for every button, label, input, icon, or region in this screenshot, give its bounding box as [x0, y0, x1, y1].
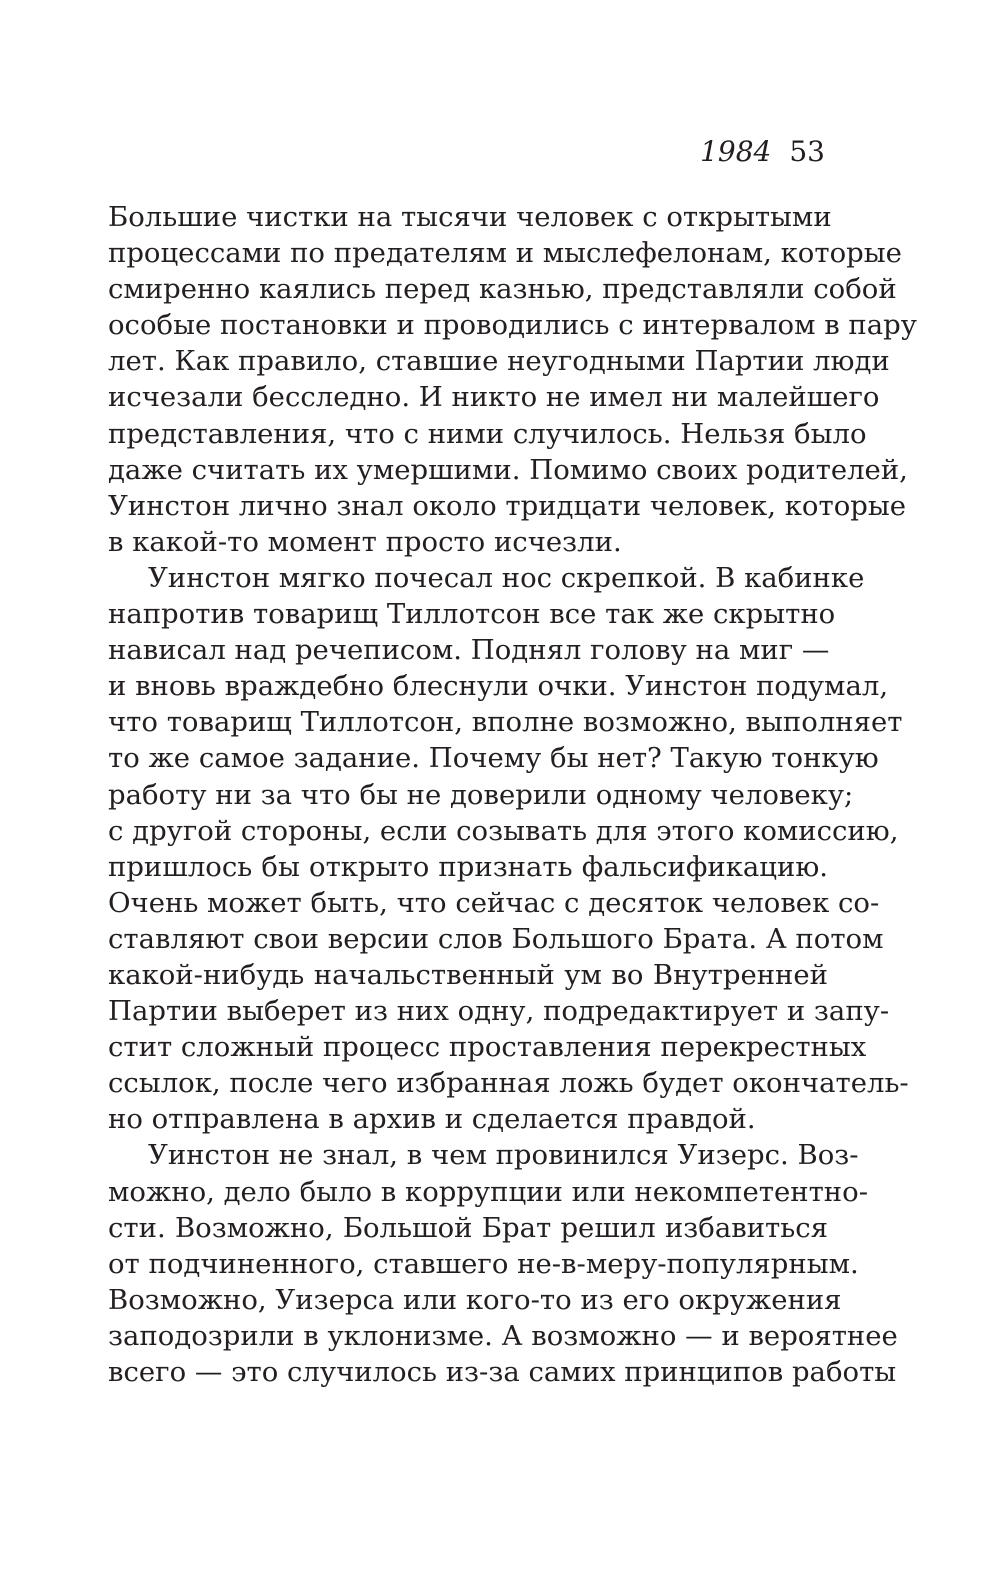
text-line: смиренно каялись перед казнью, представляли собой [108, 273, 897, 306]
text-line: напротив товарищ Тиллотсон все так же скрытно [108, 598, 836, 631]
paragraph-2 [108, 560, 909, 1138]
text-line: представления, что с ними случилось. Нельзя было [108, 417, 867, 450]
text-line: стит сложный процесс проставления перекрестных [108, 1031, 867, 1064]
book-title: 1984 [700, 135, 772, 168]
text-line: но отправлена в архив и сделается правдой. [108, 1103, 756, 1136]
text-line: Уинстон мягко почесал нос скрепкой. В кабинке [148, 561, 865, 594]
text-line: в какой-то момент просто исчезли. [108, 525, 622, 558]
text-line: ссылок, после чего избранная ложь будет окончатель- [108, 1067, 909, 1100]
text-line: можно, дело было в коррупции или некомпетентно- [108, 1175, 868, 1208]
text-line: исчезали бесследно. И никто не имел ни малейшего [108, 381, 880, 414]
text-line: какой-нибудь начальственный ум во Внутренней [108, 958, 828, 991]
text-line: заподозрили в уклонизме. А возможно — и вероятнее [108, 1319, 898, 1352]
page-number: 53 [789, 135, 825, 168]
text-line: даже считать их умершими. Помимо своих родителей, [108, 453, 908, 486]
text-line: что товарищ Тиллотсон, вполне возможно, выполняет [108, 706, 903, 739]
text-line: Большие чистки на тысячи человек с открытыми [108, 201, 832, 233]
body-text [108, 199, 917, 1390]
text-line: сти. Возможно, Большой Брат решил избавиться [108, 1211, 828, 1244]
text-line: Партии выберет из них одну, подредактирует и запу- [108, 995, 890, 1028]
text-line: ставляют свои версии слов Большого Брата. А потом [108, 922, 884, 955]
text-line: работу ни за что бы не доверили одному человеку; [108, 778, 854, 811]
text-line: Уинстон не знал, в чем провинился Уизерс. Воз- [148, 1139, 859, 1172]
text-line: всего — это случилось из-за самих принципов работы [108, 1356, 897, 1388]
text-line: пришлось бы открыто признать фальсификацию. [108, 850, 828, 883]
text-line: Очень может быть, что сейчас с десяток человек со- [108, 886, 880, 919]
paragraph-3 [108, 1137, 898, 1390]
text-line: лет. Как правило, ставшие неугодными Партии люди [108, 345, 890, 378]
text-line: Возможно, Уизерса или кого-то из его окружения [108, 1283, 842, 1316]
text-line: особые постановки и проводились с интервалом в пару [108, 309, 917, 342]
text-line: то же самое задание. Почему бы нет? Такую тонкую [108, 742, 879, 775]
text-line: и вновь враждебно блеснули очки. Уинстон подумал, [108, 670, 889, 703]
text-line: с другой стороны, если созывать для этого комиссию, [108, 814, 899, 847]
running-head [700, 132, 825, 172]
text-line: процессами по предателям и мыслефелонам, которые [108, 237, 902, 270]
text-line: нависал над речеписом. Поднял голову на миг — [108, 634, 830, 667]
text-line: от подчиненного, ставшего не-в-меру-популярным. [108, 1247, 859, 1280]
paragraph-1 [108, 199, 917, 560]
text-line: Уинстон лично знал около тридцати человек, которые [108, 489, 907, 522]
